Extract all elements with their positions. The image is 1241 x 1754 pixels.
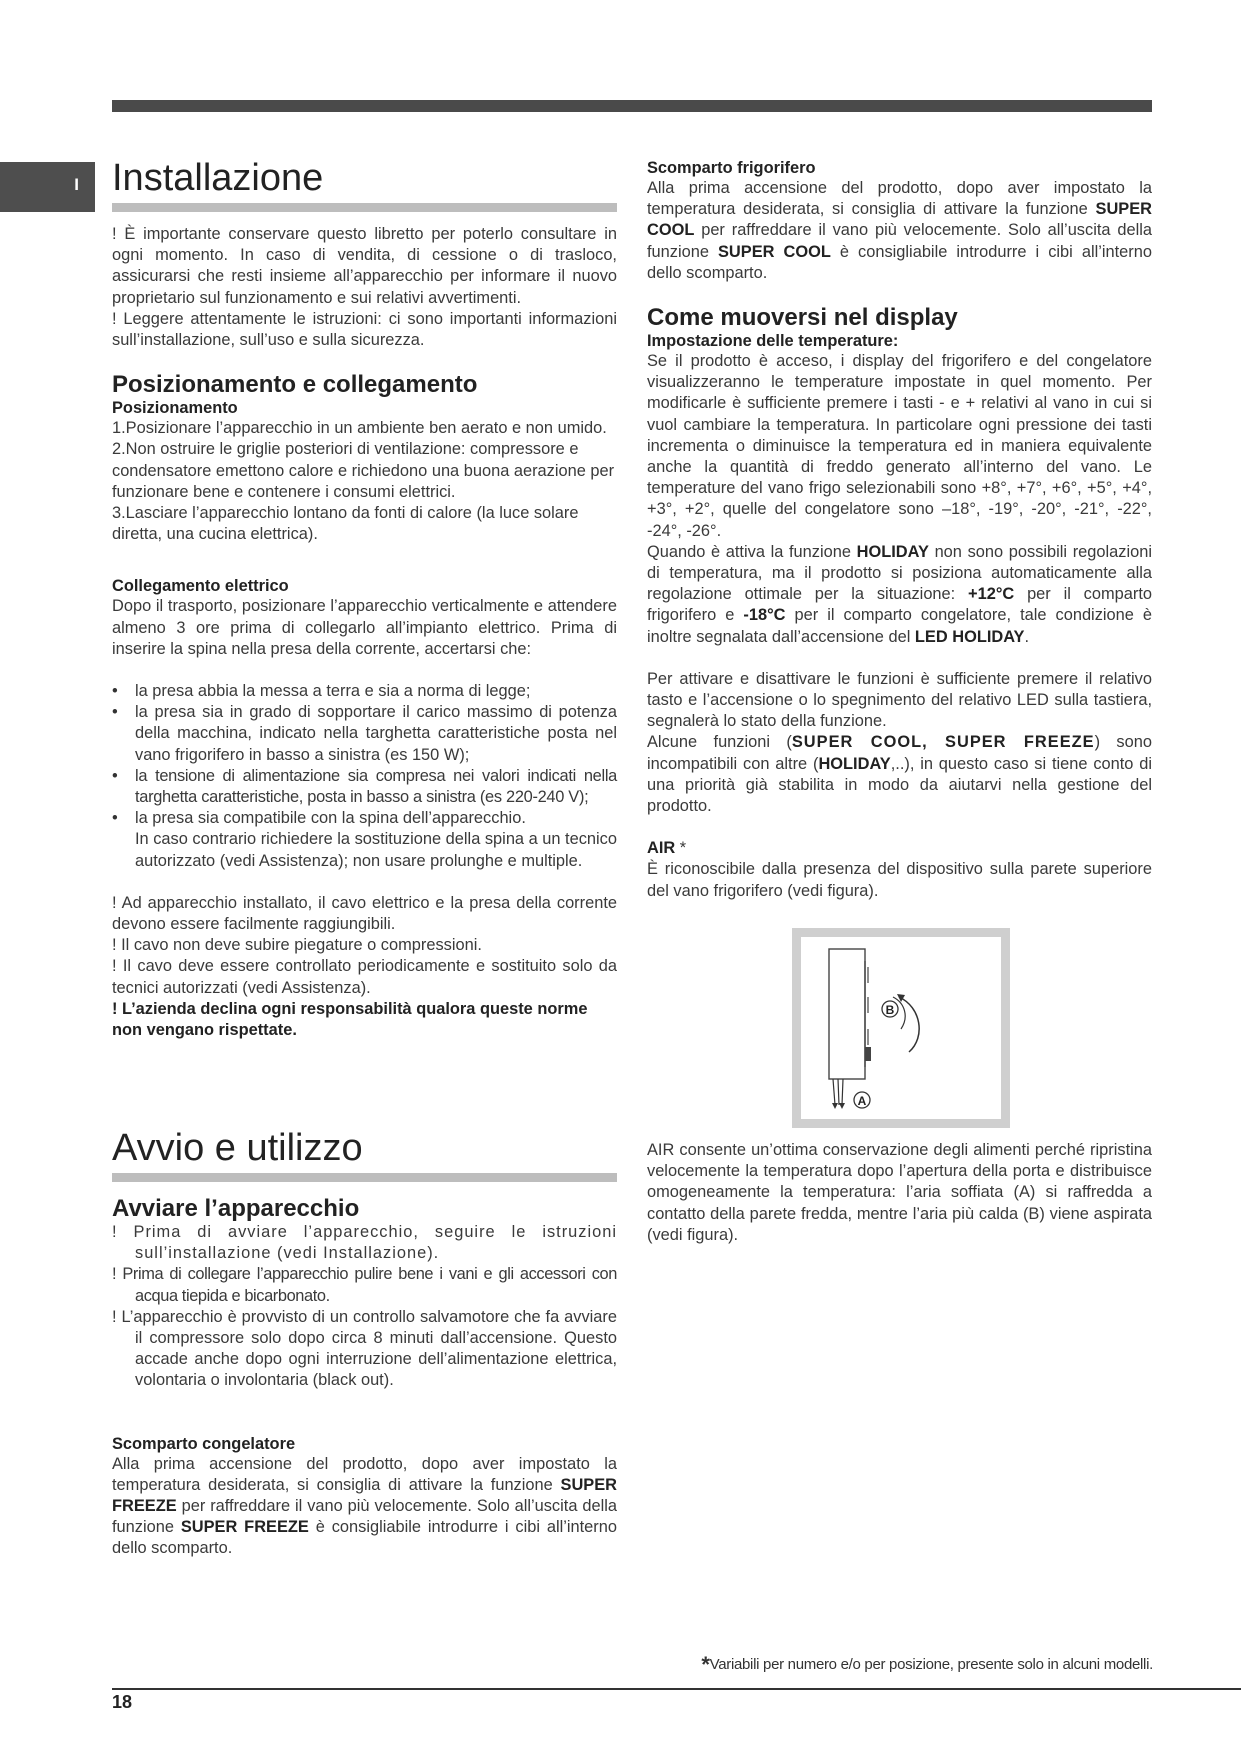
air-diagram-illustration <box>801 937 1001 1119</box>
warning-2: ! Il cavo non deve subire piegature o compressioni. <box>112 936 482 955</box>
start-heading: Avvio e utilizzo <box>112 1126 617 1182</box>
fridge-subheading: Scomparto frigorifero <box>647 159 816 177</box>
start-note-1: ! Prima di avviare l’apparecchio, seguire le istruzioni sull’installazione (vedi Installazione). <box>112 1223 617 1263</box>
freezer-subheading: Scomparto congelatore <box>112 1434 296 1453</box>
electrical-checklist <box>112 681 617 872</box>
functions-text-1: Per attivare e disattivare le funzioni è sufficiente premere il relativo tasto e l’accensione o lo spegnimento del relativo LED sulla tastiera, segnalerà lo stato della funzione. <box>647 669 1152 731</box>
airflow-down-lines <box>833 1079 835 1105</box>
electrical-text: Dopo il trasporto, posizionare l’apparecchio verticalmente e attendere almeno 3 ore prima di collegarlo all’impianto elettrico. Prima di inserire la spina nella presa della corrente, accertarsi che: <box>112 597 617 658</box>
page-number: 18 <box>112 1692 133 1712</box>
list-item: • la presa abbia la messa a terra e sia a norma di legge; <box>112 681 617 702</box>
air-figure <box>792 928 1010 1128</box>
right-column <box>647 158 1152 902</box>
label-a: A <box>857 1094 867 1108</box>
start-note-3: ! L’apparecchio è provvisto di un controllo salvamotore che fa avviare il compressore solo dopo circa 8 minuti dall’accensione. Questo accade anche dopo ogni interruzione dell’alimentazione elettrica, volontaria o involontaria (black out). <box>112 1307 617 1390</box>
footnote: *Variabili per numero e/o per posizione, presente solo in alcuni modelli. <box>701 1652 1153 1677</box>
start-note-2: ! Prima di collegare l’apparecchio pulire bene i vani e gli accessori con acqua tiepida e bicarbonato. <box>112 1265 617 1305</box>
fridge-wall-panel <box>829 949 865 1079</box>
holiday-text: Quando è attiva la funzione HOLIDAY non sono possibili regolazioni di temperatura, ma il prodotto si posiziona automaticamente alla regolazione ottimale per la situazione: +12°C per il comparto frigorifero e -18°C per il comparto congelatore, tale condizione è inoltre segnalata dall’accensione del LED HOLIDAY. <box>647 542 1153 646</box>
installation-heading: Installazione <box>112 156 617 212</box>
left-column <box>112 156 617 1041</box>
positioning-step-3: 3.Lasciare l’apparecchio lontano da fonti di calore (la luce solare diretta, una cucina elettrica). <box>112 504 579 544</box>
bottom-rule <box>112 1688 1241 1690</box>
temperature-subheading: Impostazione delle temperature: <box>647 332 899 351</box>
start-subheading: Avviare l’apparecchio <box>112 1195 360 1222</box>
list-item: • la tensione di alimentazione sia compresa nei valori indicati nella targhetta caratteristiche, posta in basso a sinistra (es 220-240 V); <box>112 766 617 808</box>
positioning-step-2: 2.Non ostruire le griglie posteriori di ventilazione: compressore e condensatore emettono calore e richiedono una buona aerazione per funzionare bene e contenere i consumi elettrici. <box>112 440 615 501</box>
air-description: È riconoscibile dalla presenza del dispositivo sulla parete superiore del vano frigorifero (vedi figura). <box>647 860 1152 900</box>
warning-3: ! Il cavo deve essere controllato periodicamente e sostituito solo da tecnici autorizzati (vedi Assistenza). <box>112 957 617 997</box>
top-rule <box>112 100 1152 112</box>
left-column-lower <box>112 1126 617 1560</box>
list-item: • la presa sia in grado di sopportare il carico massimo di potenza della macchina, indicato nella targhetta caratteristiche posta nel vano frigorifero in basso a sinistra (es 150 W); <box>112 702 617 766</box>
install-intro-1: ! È importante conservare questo libretto per poterlo consultare in ogni momento. In caso di vendita, di cessione o di trasloco, assicurarsi che resti insieme all’apparecchio per informare il nuovo proprietario sul funzionamento e sui relativi avvertimenti. <box>112 225 617 307</box>
air-heading: AIR * <box>647 839 687 858</box>
electrical-subheading: Collegamento elettrico <box>112 577 289 596</box>
warning-4: ! L’azienda declina ogni responsabilità qualora queste norme non vengano rispettate. <box>112 999 588 1040</box>
freezer-text: Alla prima accensione del prodotto, dopo aver impostato la temperatura desiderata, si consiglia di attivare la funzione SUPER FREEZE per raffreddare il vano più velocemente. Solo all’uscita della funzione SUPER FREEZE è consigliabile introdurre i cibi all’interno dello scomparto. <box>112 1454 617 1558</box>
list-item: • la presa sia compatibile con la spina dell’apparecchio. In caso contrario richiedere la sostituzione della spina a un tecnico autorizzato (vedi Assistenza); non usare prolunghe e multiple. <box>112 808 617 872</box>
bullet-continuation: In caso contrario richiedere la sostituzione della spina a un tecnico autorizzato (vedi Assistenza); non usare prolunghe e multiple. <box>135 830 617 870</box>
warning-1: ! Ad apparecchio installato, il cavo elettrico e la presa della corrente devono essere facilmente raggiungibili. <box>112 893 617 934</box>
positioning-heading: Posizionamento e collegamento <box>112 371 478 399</box>
functions-text-2: Alcune funzioni (SUPER COOL, SUPER FREEZE) sono incompatibili con altre (HOLIDAY,..), in questo caso si tiene conto di una priorità già stabilita in modo da aiutarvi nella gestione del prodotto. <box>647 733 1153 816</box>
positioning-step-1: 1.Posizionare l’apparecchio in un ambiente ben aerato e non umido. <box>112 419 607 438</box>
right-column-lower <box>647 1140 1152 1246</box>
positioning-subheading: Posizionamento <box>112 399 238 418</box>
temperature-text: Se il prodotto è acceso, i display del frigorifero e del congelatore visualizzeranno le temperature impostate in quel momento. Per modificarle è sufficiente premere i tasti - e + relativi al vano in cui si vuol cambiare la temperatura. In particolare ogni pressione dei tasti incrementa o diminuisce la temperatura ed in maniera equivalente anche la quantità di freddo generato all’interno del vano. Le temperature del vano frigo selezionabili sono +8°, +7°, +6°, +5°, +4°, +3°, +2°, quelle del congelatore sono –18°, -19°, -20°, -21°, -22°, -24°, -26°. <box>647 352 1152 540</box>
display-heading: Come muoversi nel display <box>647 304 958 332</box>
air-function-text: AIR consente un’ottima conservazione degli alimenti perché ripristina velocemente la temperatura dopo l’apertura della porta e distribuisce omogeneamente la temperatura: l’aria soffiata (A) si raffredda a contatto della parete fredda, mentre l’aria più calda (B) viene aspirata (vedi figura). <box>647 1141 1152 1244</box>
fridge-text: Alla prima accensione del prodotto, dopo aver impostato la temperatura desiderata, si consiglia di attivare la funzione SUPER COOL per raffreddare il vano più velocemente. Solo all’uscita della funzione SUPER COOL è consigliabile introdurre i cibi all’interno dello scomparto. <box>647 179 1152 282</box>
label-b: B <box>885 1003 895 1017</box>
language-tab: I <box>0 162 95 212</box>
install-intro-2: ! Leggere attentamente le istruzioni: ci sono importanti informazioni sull’installazione, sull’uso e sulla sicurezza. <box>112 309 617 350</box>
